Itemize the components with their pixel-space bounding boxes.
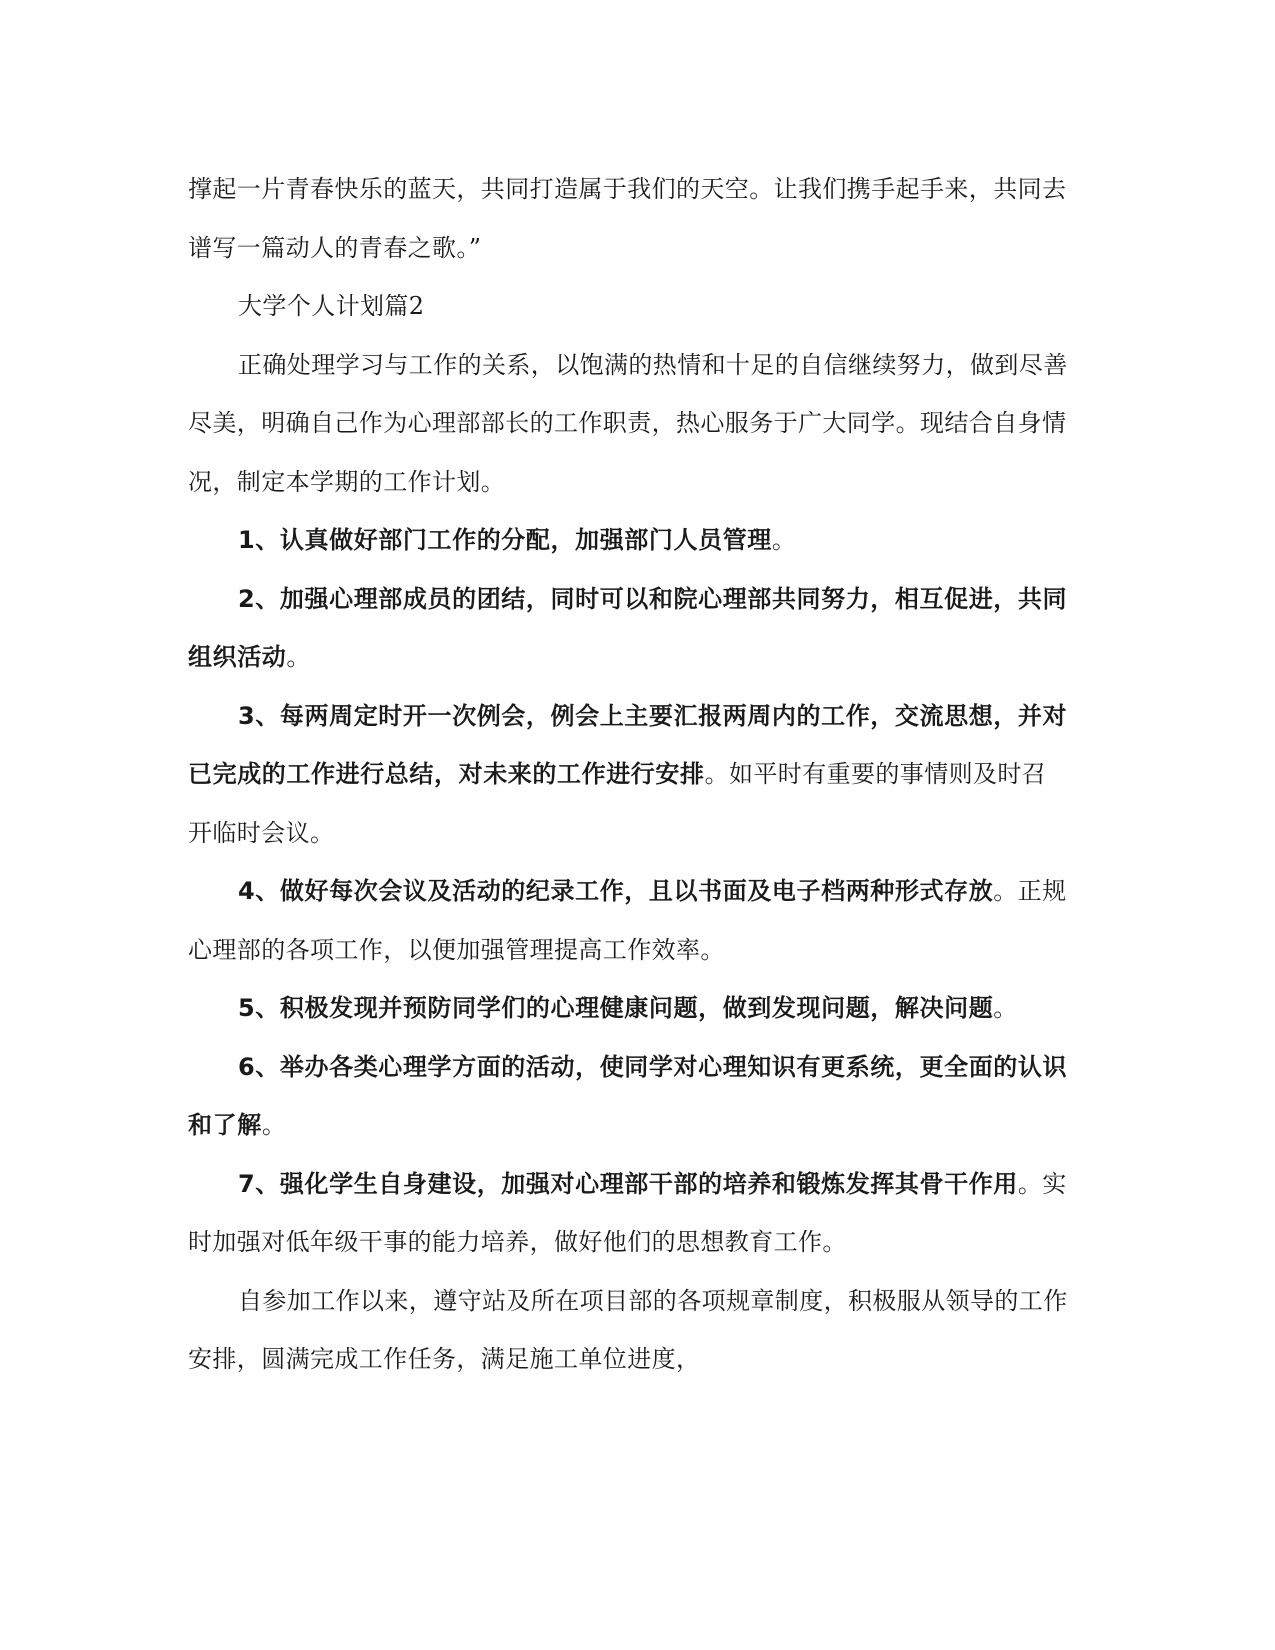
paragraph bbox=[188, 1038, 1088, 1155]
text-run: 。 bbox=[261, 1111, 287, 1139]
paragraph bbox=[188, 862, 1088, 979]
text-line bbox=[188, 336, 1088, 395]
paragraph bbox=[188, 979, 1088, 1038]
text-run: 撑起一片青春快乐的蓝天，共同打造属于我们的天空。让我们携手起手来，共同去 bbox=[188, 175, 1067, 203]
text-line bbox=[188, 921, 1088, 980]
text-run: 。正规 bbox=[993, 877, 1067, 905]
bold-text-run: 2、加强心理部成员的团结，同时可以和院心理部共同努力，相互促进，共同 bbox=[238, 584, 1068, 613]
text-run: 尽美，明确自己作为心理部部长的工作职责，热心服务于广大同学。现结合自身情 bbox=[188, 409, 1067, 437]
bold-text-run: 6、举办各类心理学方面的活动，使同学对心理知识有更系统，更全面的认识 bbox=[238, 1052, 1068, 1081]
text-line bbox=[188, 745, 1088, 804]
bold-text-run: 已完成的工作进行总结，对未来的工作进行安排 bbox=[188, 760, 705, 788]
text-line bbox=[188, 687, 1088, 746]
paragraph bbox=[188, 336, 1088, 512]
text-run: 。实 bbox=[1017, 1169, 1067, 1198]
text-line bbox=[188, 1272, 1088, 1331]
paragraph bbox=[188, 570, 1088, 687]
text-line bbox=[188, 628, 1088, 687]
text-line bbox=[188, 862, 1088, 921]
text-line bbox=[188, 1096, 1088, 1155]
bold-text-run: 1、认真做好部门工作的分配，加强部门人员管理 bbox=[238, 526, 772, 554]
text-line bbox=[188, 277, 1088, 336]
bold-text-run: 组织活动 bbox=[188, 643, 287, 671]
text-line bbox=[188, 1213, 1088, 1272]
text-run: 自参加工作以来，遵守站及所在项目部的各项规章制度，积极服从领导的工作 bbox=[238, 1286, 1068, 1315]
text-run: 。 bbox=[286, 643, 311, 671]
text-line bbox=[188, 570, 1088, 629]
document-body bbox=[188, 160, 1088, 1389]
text-line bbox=[188, 219, 1088, 278]
text-line bbox=[188, 1038, 1088, 1097]
paragraph bbox=[188, 1155, 1088, 1272]
bold-text-run: 和了解 bbox=[188, 1111, 262, 1139]
paragraph bbox=[188, 160, 1088, 277]
bold-text-run: 7、强化学生自身建设，加强对心理部干部的培养和锻炼发挥其骨干作用 bbox=[238, 1169, 1018, 1198]
text-line bbox=[188, 394, 1088, 453]
bold-text-run: 4、做好每次会议及活动的纪录工作，且以书面及电子档两种形式存放 bbox=[238, 877, 994, 905]
bold-text-run: 3、每两周定时开一次例会，例会上主要汇报两周内的工作，交流思想，并对 bbox=[238, 701, 1068, 730]
text-run: 。 bbox=[993, 994, 1018, 1022]
text-line bbox=[188, 804, 1088, 863]
paragraph bbox=[188, 277, 1088, 336]
paragraph bbox=[188, 511, 1088, 570]
bold-text-run: 5、积极发现并预防同学们的心理健康问题，做到发现问题，解决问题 bbox=[238, 994, 994, 1022]
text-run: 谱写一篇动人的青春之歌。” bbox=[188, 233, 482, 262]
text-run: 安排，圆满完成工作任务，满足施工单位进度， bbox=[188, 1345, 701, 1373]
text-line bbox=[188, 1330, 1088, 1389]
text-line bbox=[188, 160, 1088, 219]
text-line bbox=[188, 1155, 1088, 1214]
text-run: 。 bbox=[771, 526, 797, 554]
text-run: 。如平时有重要的事情则及时召 bbox=[704, 760, 1047, 788]
text-line bbox=[188, 979, 1088, 1038]
text-run: 况，制定本学期的工作计划。 bbox=[188, 467, 506, 496]
text-run: 大学个人计划篇2 bbox=[238, 292, 425, 320]
text-run: 正确处理学习与工作的关系，以饱满的热情和十足的自信继续努力，做到尽善 bbox=[238, 350, 1068, 379]
text-line bbox=[188, 511, 1088, 570]
text-run: 开临时会议。 bbox=[188, 818, 335, 847]
text-run: 时加强对低年级干事的能力培养，做好他们的思想教育工作。 bbox=[188, 1228, 847, 1256]
paragraph bbox=[188, 687, 1088, 863]
text-line bbox=[188, 453, 1088, 512]
paragraph bbox=[188, 1272, 1088, 1389]
text-run: 心理部的各项工作，以便加强管理提高工作效率。 bbox=[188, 935, 725, 964]
